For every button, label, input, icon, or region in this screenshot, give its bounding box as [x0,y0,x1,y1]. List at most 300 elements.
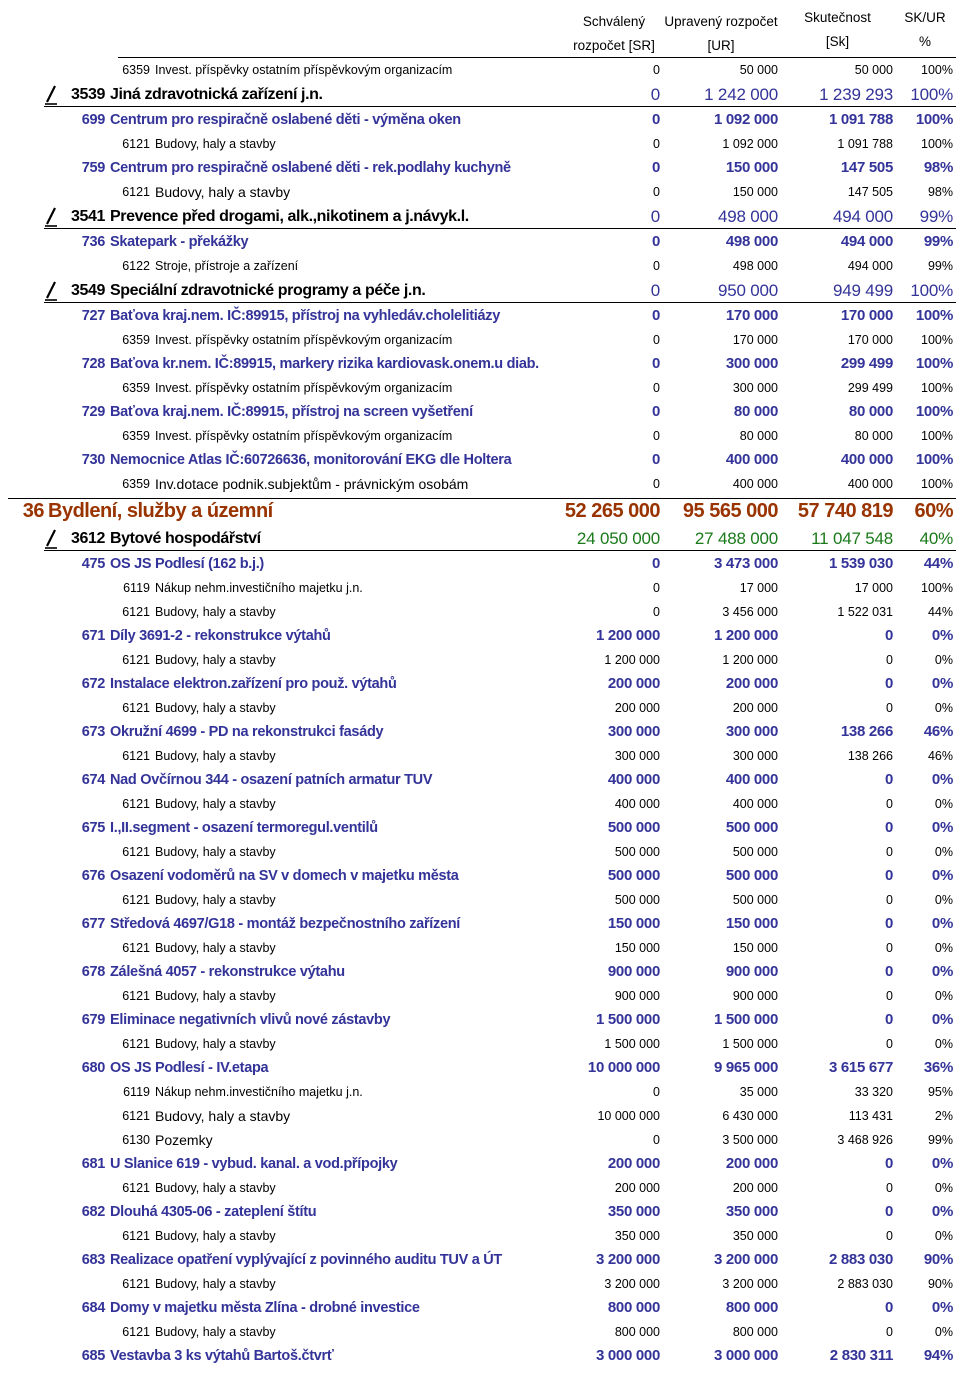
cell-adjusted: 3 456 000 [722,605,778,619]
cell-actual: 494 000 [832,207,893,226]
cell-approved: 500 000 [607,819,660,836]
paragraph-underline [44,228,956,229]
row-label: Budovy, haly a stavby [155,989,276,1003]
cell-ratio: 2% [934,1109,953,1123]
row-label: Baťova kraj.nem. IČ:89915, přístroj na vyhledáv.cholelitiázy [110,308,501,324]
paragraph-underline [44,106,956,107]
cell-adjusted: 900 000 [725,963,778,980]
project-row [0,1152,960,1176]
cell-approved: 0 [651,111,660,128]
cell-actual: 0 [884,915,893,932]
row-code: 3612 [71,530,105,547]
cell-ratio: 0% [934,845,953,859]
project-row [0,672,960,696]
cell-ratio: 0% [931,867,953,884]
cell-adjusted: 400 000 [732,477,778,491]
row-code: 6121 [122,605,150,619]
cell-approved: 500 000 [614,893,660,907]
cell-ratio: 100% [915,307,953,324]
row-code: 736 [81,234,105,250]
project-row [0,552,960,576]
project-row [0,960,960,984]
cell-approved: 0 [650,85,660,104]
project-row [0,1248,960,1272]
cell-adjusted: 1 500 000 [722,1037,778,1051]
project-row [0,912,960,936]
cell-ratio: 100% [921,581,953,595]
row-label: Baťova kr.nem. IČ:89915, markery rizika kardiovask.onem.u diab. [110,356,539,372]
header-actual [780,6,895,54]
item-row [0,840,960,864]
cell-ratio: 44% [923,555,953,572]
cell-ratio: 36% [923,1059,953,1076]
cell-approved: 0 [653,333,660,347]
item-row [0,58,960,82]
cell-adjusted: 80 000 [733,403,778,420]
row-code: 679 [81,1012,105,1028]
cell-approved: 24 050 000 [576,529,660,548]
cell-actual: 0 [886,845,893,859]
cell-adjusted: 150 000 [732,185,778,199]
row-label: Budovy, haly a stavby [155,184,291,200]
row-code: 672 [81,676,105,692]
cell-ratio: 0% [934,653,953,667]
row-label: Skatepark - překážky [110,234,249,250]
cell-adjusted: 300 000 [725,355,778,372]
cell-adjusted: 400 000 [732,797,778,811]
row-label: Budovy, haly a stavby [155,749,276,763]
row-code: 3541 [71,208,105,225]
cell-ratio: 0% [934,797,953,811]
cell-ratio: 0% [934,893,953,907]
row-label: Budovy, haly a stavby [155,1108,291,1124]
item-row [0,888,960,912]
cell-adjusted: 3 200 000 [713,1251,778,1268]
cell-actual: 0 [886,653,893,667]
cell-actual: 0 [886,941,893,955]
cell-adjusted: 1 200 000 [713,627,778,644]
cell-adjusted: 500 000 [725,819,778,836]
cell-ratio: 100% [921,477,953,491]
project-row [0,108,960,132]
cell-actual: 1 091 788 [837,137,893,151]
cell-ratio: 0% [931,963,953,980]
project-row [0,1344,960,1368]
cell-adjusted: 1 092 000 [713,111,778,128]
item-row [0,984,960,1008]
cell-adjusted: 27 488 000 [694,529,778,548]
cell-adjusted: 6 430 000 [722,1109,778,1123]
cell-actual: 170 000 [847,333,893,347]
item-row [0,180,960,204]
project-row [0,624,960,648]
cell-ratio: 99% [919,207,953,226]
cell-actual: 0 [886,1325,893,1339]
cell-adjusted: 500 000 [725,867,778,884]
row-label: Budovy, haly a stavby [155,1037,276,1051]
cell-ratio: 0% [934,941,953,955]
cell-approved: 52 265 000 [564,500,660,522]
cell-ratio: 0% [931,1155,953,1172]
row-label: Nad Ovčírnou 344 - osazení patních armatur TUV [110,772,433,788]
cell-actual: 0 [884,771,893,788]
header-adjusted-line2: [UR] [707,38,735,53]
row-code: 36 [22,500,44,522]
cell-actual: 0 [884,963,893,980]
cell-approved: 0 [653,605,660,619]
cell-adjusted: 35 000 [739,1085,778,1099]
row-code: 677 [81,916,105,932]
project-row [0,768,960,792]
row-code: 6121 [122,1109,150,1123]
row-code: 6359 [122,429,150,443]
header-actual-line1: Skutečnost [804,10,871,25]
cell-approved: 300 000 [607,723,660,740]
cell-adjusted: 200 000 [725,1155,778,1172]
cell-approved: 400 000 [607,771,660,788]
cell-actual: 11 047 548 [811,529,893,548]
cell-adjusted: 200 000 [732,1181,778,1195]
row-label: Nemocnice Atlas IČ:60726636, monitorování EKG dle Holtera [110,452,512,468]
row-code: 6121 [122,749,150,763]
row-label: Dlouhá 4305-06 - zateplení štítu [110,1204,317,1220]
cell-actual: 1 239 293 [819,85,893,104]
row-code: 730 [81,452,105,468]
cell-actual: 3 468 926 [837,1133,893,1147]
row-code: 3539 [71,86,105,103]
cell-actual: 1 091 788 [828,111,893,128]
cell-ratio: 0% [934,1325,953,1339]
row-label: U Slanice 619 - vybud. kanal. a vod.přípojky [110,1156,398,1172]
row-label: Instalace elektron.zařízení pro použ. výtahů [110,676,397,692]
row-label: Osazení vodoměrů na SV v domech v majetku města [110,868,459,884]
row-code: 684 [81,1300,105,1316]
cell-approved: 1 200 000 [604,653,660,667]
row-code: 475 [81,556,105,572]
row-code: 6121 [122,185,150,199]
cell-actual: 170 000 [840,307,893,324]
cell-approved: 200 000 [614,701,660,715]
row-label: OS JS Podlesí (162 b.j.) [110,556,264,572]
cell-approved: 0 [653,581,660,595]
row-code: 6121 [122,1181,150,1195]
row-code: 6122 [122,259,150,273]
row-label: Vestavba 3 ks výtahů Bartoš.čtvrť [110,1348,334,1364]
cell-ratio: 0% [931,675,953,692]
item-row [0,1224,960,1248]
cell-adjusted: 1 092 000 [722,137,778,151]
cell-ratio: 100% [915,403,953,420]
row-code: 699 [81,112,105,128]
row-label: Okružní 4699 - PD na rekonstrukci fasády [110,724,384,740]
cell-adjusted: 3 473 000 [713,555,778,572]
cell-actual: 949 499 [832,281,893,300]
cell-ratio: 94% [923,1347,953,1364]
row-label: Budovy, haly a stavby [155,1277,276,1291]
row-code: 6121 [122,989,150,1003]
cell-adjusted: 800 000 [732,1325,778,1339]
project-row [0,1008,960,1032]
cell-approved: 900 000 [607,963,660,980]
project-row [0,720,960,744]
cell-ratio: 0% [934,989,953,1003]
cell-adjusted: 498 000 [725,233,778,250]
cell-adjusted: 17 000 [739,581,778,595]
row-code: 681 [81,1156,105,1172]
cell-ratio: 100% [915,451,953,468]
row-code: 673 [81,724,105,740]
row-label: Realizace opatření vyplývající z povinného auditu TUV a ÚT [110,1252,502,1268]
cell-approved: 300 000 [614,749,660,763]
cell-ratio: 90% [923,1251,953,1268]
cell-adjusted: 150 000 [732,941,778,955]
row-code: 6359 [122,63,150,77]
row-code: 729 [81,404,105,420]
row-label: Budovy, haly a stavby [155,137,276,151]
row-code: 685 [81,1348,105,1364]
cell-ratio: 0% [931,915,953,932]
cell-actual: 0 [886,1229,893,1243]
project-row [0,448,960,472]
cell-approved: 0 [651,233,660,250]
cell-approved: 0 [653,63,660,77]
cell-approved: 0 [650,207,660,226]
row-code: 728 [81,356,105,372]
cell-adjusted: 200 000 [732,701,778,715]
row-label: Budovy, haly a stavby [155,1229,276,1243]
cell-ratio: 46% [923,723,953,740]
item-row [0,1104,960,1128]
cell-adjusted: 3 500 000 [722,1133,778,1147]
item-row [0,472,960,496]
cell-actual: 0 [886,893,893,907]
row-code: 682 [81,1204,105,1220]
item-row [0,1128,960,1152]
project-row [0,230,960,254]
cell-adjusted: 3 200 000 [722,1277,778,1291]
row-code: 727 [81,308,105,324]
item-row [0,744,960,768]
row-label: Díly 3691-2 - rekonstrukce výtahů [110,628,331,644]
section-row [0,496,960,526]
cell-actual: 299 499 [840,355,893,372]
cell-approved: 0 [653,259,660,273]
cell-approved: 3 000 000 [595,1347,660,1364]
cell-approved: 150 000 [614,941,660,955]
row-code: 675 [81,820,105,836]
cell-actual: 0 [884,1299,893,1316]
header-approved-budget [556,10,672,58]
row-label: Budovy, haly a stavby [155,1325,276,1339]
row-label: Nákup nehm.investičního majetku j.n. [155,581,363,595]
row-code: 678 [81,964,105,980]
cell-approved: 10 000 000 [597,1109,660,1123]
cell-ratio: 90% [927,1277,953,1291]
cell-actual: 80 000 [854,429,893,443]
header-ratio-line1: SK/UR [904,10,946,25]
cell-ratio: 100% [921,381,953,395]
cell-adjusted: 170 000 [732,333,778,347]
cell-approved: 0 [653,381,660,395]
cell-ratio: 0% [934,1229,953,1243]
cell-ratio: 98% [923,159,953,176]
row-code: 671 [81,628,105,644]
cell-actual: 1 522 031 [837,605,893,619]
cell-ratio: 100% [915,355,953,372]
cell-ratio: 0% [931,1203,953,1220]
cell-ratio: 100% [910,85,953,104]
cell-approved: 0 [651,451,660,468]
cell-approved: 400 000 [614,797,660,811]
project-row [0,304,960,328]
cell-actual: 0 [884,1203,893,1220]
cell-actual: 17 000 [854,581,893,595]
cell-ratio: 0% [931,1299,953,1316]
row-code: 6121 [122,797,150,811]
cell-approved: 500 000 [614,845,660,859]
row-label: Budovy, haly a stavby [155,701,276,715]
cell-approved: 0 [651,159,660,176]
cell-adjusted: 800 000 [725,1299,778,1316]
paragraph-underline [44,302,956,303]
cell-approved: 200 000 [614,1181,660,1195]
row-code: 3549 [71,282,105,299]
row-label: Budovy, haly a stavby [155,941,276,955]
header-actual-line2: [Sk] [825,34,850,49]
cell-ratio: 100% [921,63,953,77]
cell-ratio: 99% [927,1133,953,1147]
row-label: Prevence před drogami, alk.,nikotinem a j.návyk.l. [110,208,469,225]
cell-adjusted: 95 565 000 [682,500,778,522]
row-code: 6121 [122,1277,150,1291]
cell-approved: 150 000 [607,915,660,932]
cell-adjusted: 498 000 [717,207,778,226]
cell-approved: 1 500 000 [604,1037,660,1051]
cell-actual: 0 [884,675,893,692]
cell-approved: 800 000 [607,1299,660,1316]
project-row [0,1056,960,1080]
row-label: Bydlení, služby a územní [48,500,273,522]
header-ratio-line2: % [918,34,931,49]
row-label: Budovy, haly a stavby [155,605,276,619]
cell-adjusted: 150 000 [725,159,778,176]
cell-adjusted: 498 000 [732,259,778,273]
row-label: Budovy, haly a stavby [155,893,276,907]
item-row [0,576,960,600]
cell-ratio: 100% [915,111,953,128]
row-label: Invest. příspěvky ostatním příspěvkovým organizacím [155,381,453,395]
cell-approved: 1 500 000 [595,1011,660,1028]
row-label: Invest. příspěvky ostatním příspěvkovým organizacím [155,333,453,347]
row-label: Centrum pro respiračně oslabené děti - výměna oken [110,112,461,128]
cell-actual: 3 615 677 [828,1059,893,1076]
row-label: Budovy, haly a stavby [155,653,276,667]
cell-ratio: 98% [927,185,953,199]
cell-adjusted: 350 000 [725,1203,778,1220]
header-adjusted-line1: Upravený rozpočet [664,14,778,29]
cell-adjusted: 50 000 [739,63,778,77]
cell-actual: 0 [884,1155,893,1172]
cell-ratio: 100% [921,333,953,347]
item-row [0,1320,960,1344]
cell-approved: 200 000 [607,1155,660,1172]
cell-approved: 0 [653,1085,660,1099]
row-code: 680 [81,1060,105,1076]
row-label: Centrum pro respiračně oslabené děti - rek.podlahy kuchyně [110,160,511,176]
cell-adjusted: 500 000 [732,893,778,907]
row-label: Bytové hospodářství [110,530,261,547]
cell-actual: 147 505 [840,159,893,176]
paragraph-underline [44,550,956,551]
cell-approved: 350 000 [607,1203,660,1220]
cell-ratio: 0% [934,701,953,715]
cell-approved: 0 [651,307,660,324]
cell-ratio: 99% [923,233,953,250]
project-row [0,156,960,180]
item-row [0,1176,960,1200]
paragraph-row [0,204,960,230]
row-label: Inv.dotace podnik.subjektům - právnickým osobám [155,476,469,492]
cell-adjusted: 150 000 [725,915,778,932]
row-code: 6130 [122,1133,150,1147]
row-label: OS JS Podlesí - IV.etapa [110,1060,269,1076]
project-row [0,864,960,888]
item-row [0,1272,960,1296]
cell-ratio: 0% [934,1037,953,1051]
cell-actual: 494 000 [847,259,893,273]
cell-approved: 200 000 [607,675,660,692]
cell-approved: 0 [653,137,660,151]
cell-actual: 138 266 [847,749,893,763]
row-code: 6121 [122,893,150,907]
row-label: Budovy, haly a stavby [155,845,276,859]
item-row [0,376,960,400]
cell-ratio: 40% [919,529,953,548]
cell-adjusted: 500 000 [732,845,778,859]
row-code: 6121 [122,941,150,955]
paragraph-row [0,278,960,304]
cell-actual: 0 [886,701,893,715]
cell-actual: 0 [884,867,893,884]
cell-approved: 0 [653,185,660,199]
header-approved-line2: rozpočet [SR] [573,38,655,53]
paragraph-row [0,526,960,552]
cell-approved: 0 [653,1133,660,1147]
paragraph-row [0,82,960,108]
cell-approved: 0 [650,281,660,300]
row-label: Invest. příspěvky ostatním příspěvkovým organizacím [155,63,453,77]
cell-actual: 2 883 030 [828,1251,893,1268]
project-row [0,400,960,424]
header-approved-line1: Schválený [582,14,646,29]
cell-adjusted: 1 242 000 [704,85,778,104]
cell-actual: 0 [886,1037,893,1051]
cell-ratio: 95% [927,1085,953,1099]
cell-actual: 2 830 311 [829,1347,893,1364]
cell-actual: 0 [884,1011,893,1028]
item-row [0,424,960,448]
row-code: 6359 [122,381,150,395]
cell-ratio: 0% [931,819,953,836]
cell-approved: 1 200 000 [595,627,660,644]
cell-ratio: 100% [910,281,953,300]
table-header [0,0,960,60]
cell-ratio: 0% [931,627,953,644]
cell-approved: 3 200 000 [595,1251,660,1268]
cell-actual: 147 505 [847,185,893,199]
row-label: Budovy, haly a stavby [155,797,276,811]
cell-approved: 800 000 [614,1325,660,1339]
